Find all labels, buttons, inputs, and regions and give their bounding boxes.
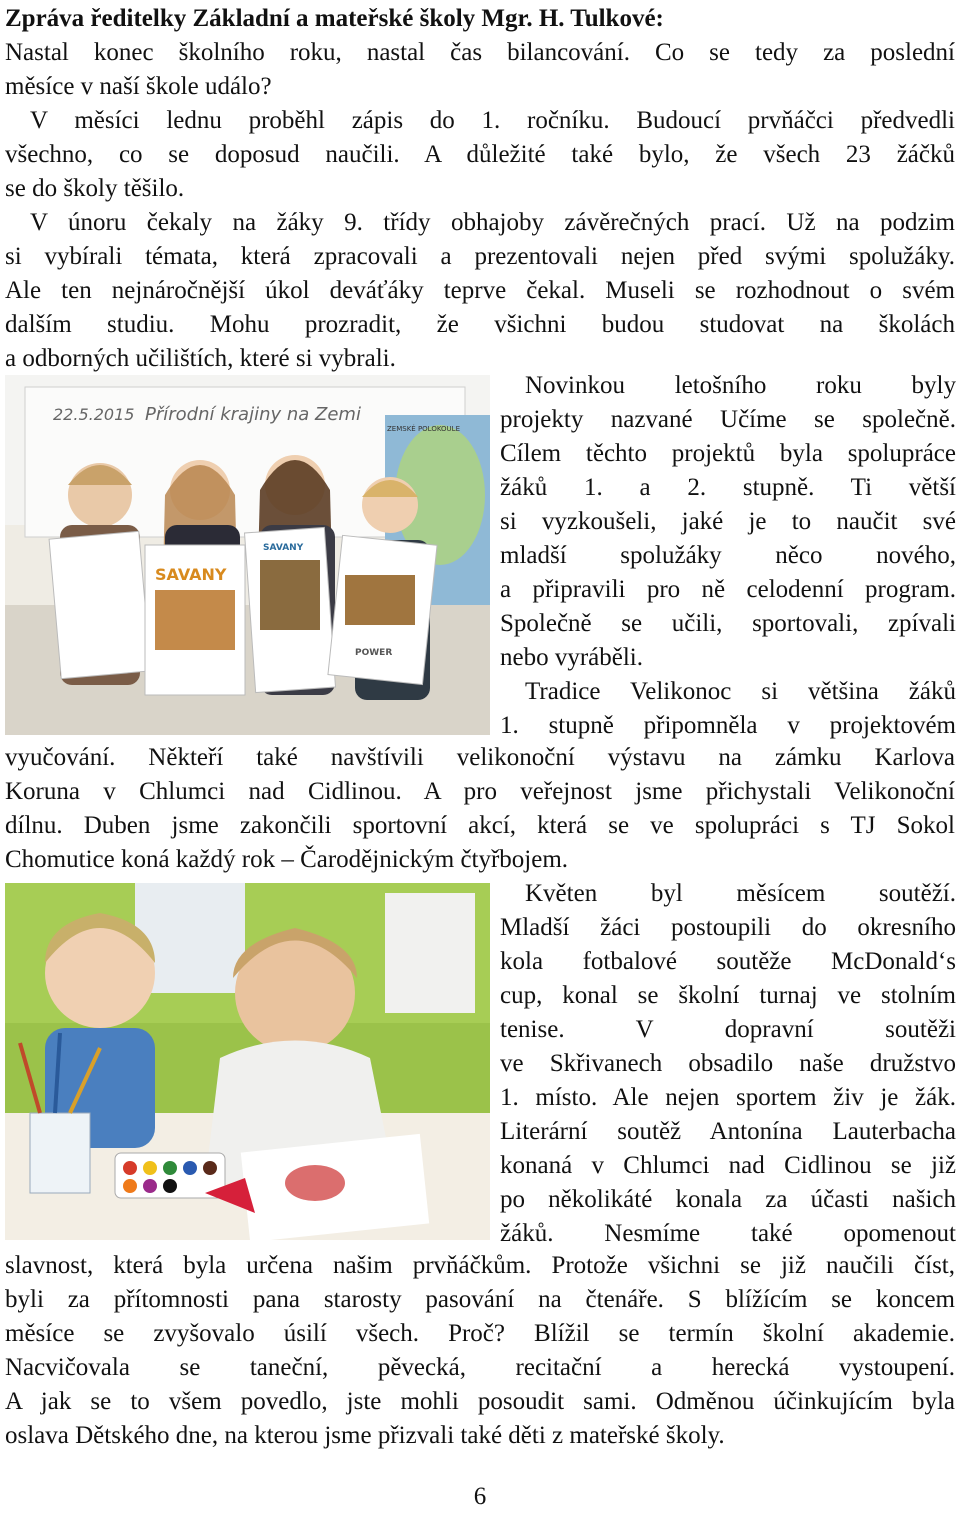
text-line: tenise. V dopravní soutěži: [500, 1016, 956, 1043]
text-line: Novinkou letošního roku byly: [500, 372, 956, 399]
middle-paragraph: [5, 741, 955, 877]
text-line: Ale ten nejnáročnější úkol deváťáky teprve čekal. Museli se rozhodnout o svém: [5, 277, 955, 304]
text-line: po několikáté konala za účasti našich: [500, 1186, 956, 1213]
poster-label-2: SAVANY: [263, 543, 304, 553]
text-line: Mladší žáci postoupili do okresního: [500, 914, 956, 941]
text-line: kola fotbalové soutěže McDonald‘s: [500, 948, 956, 975]
map-label: ZEMSKÉ POLOKOULE: [387, 425, 460, 433]
text-line: Cílem těchto projektů byla spolupráce: [500, 440, 956, 467]
text-line: 1. stupně připomněla v projektovém: [500, 712, 956, 739]
text-line: vyučování. Někteří také navštívili velikonoční výstavu na zámku Karlova: [5, 744, 955, 771]
text-line: Koruna v Chlumci nad Cidlinou. A pro veřejnost jsme přichystali Velikonoční: [5, 778, 955, 805]
text-line: všechno, co se doposud naučili. A důležité také bylo, že všech 23 žáčků: [5, 141, 955, 168]
text-line: Chomutice koná každý rok – Čarodějnickým čtyřbojem.: [5, 846, 569, 873]
text-line: žáků 1. a 2. stupně. Ti větší: [500, 474, 956, 501]
text-line: dalším studiu. Mohu prozradit, že všichni budou studovat na školách: [5, 311, 955, 338]
text-line: si vybírali témata, která zpracovali a prezentovali nejen před svými spolužáky.: [5, 243, 955, 270]
photo-child-painting: [5, 883, 490, 1240]
text-line: žáků. Nesmíme také opomenout: [500, 1220, 956, 1247]
text-line: slavnost, která byla určena našim prvňáčkům. Protože všichni se již naučili číst,: [5, 1252, 955, 1279]
text-line: si vyzkoušeli, jaké je to naučit své: [500, 508, 956, 535]
column-competitions: [500, 877, 956, 1251]
text-line: V měsíci lednu proběhl zápis do 1. ročníku. Budoucí prvňáčci předvedli: [5, 107, 955, 134]
text-line: dílnu. Duben jsme zakončili sportovní akcí, která se ve spolupráci s TJ Sokol: [5, 812, 955, 839]
intro-paragraph: [5, 36, 955, 376]
article-title: Zpráva ředitelky Základní a mateřské školy Mgr. H. Tulkové:: [5, 5, 664, 32]
poster-label-3: POWER: [355, 648, 393, 658]
column-projects: [500, 369, 956, 743]
text-line: Společně se učili, sportovali, zpívali: [500, 610, 956, 637]
text-line: se do školy těšilo.: [5, 175, 185, 202]
text-line: Nastal konec školního roku, nastal čas bilancování. Co se tedy za poslední: [5, 39, 955, 66]
board-title: Přírodní krajiny na Zemi: [145, 404, 361, 425]
text-line: V únoru čekaly na žáky 9. třídy obhajoby závěrečných prací. Už na podzim: [5, 209, 955, 236]
final-paragraph: [5, 1249, 955, 1453]
board-date: 22.5.2015: [53, 405, 135, 424]
text-line: Literární soutěž Antonína Lauterbacha: [500, 1118, 956, 1145]
text-line: A jak se to všem povedlo, jste mohli posoudit sami. Odměnou účinkujícím byla: [5, 1388, 955, 1415]
text-line: měsíce v naší škole událo?: [5, 73, 272, 100]
text-line: ve Skřivanech obsadilo naše družstvo: [500, 1050, 956, 1077]
photo-child-painting-image: [5, 883, 490, 1240]
text-line: oslava Dětského dne, na kterou jsme přizvali také děti z mateřské školy.: [5, 1422, 725, 1449]
text-line: 1. místo. Ale nejen sportem živ je žák.: [500, 1084, 956, 1111]
text-line: mladší spolužáky něco nového,: [500, 542, 956, 569]
text-line: měsíce se zvyšovalo úsilí všech. Proč? Blížil se termín školní akademie.: [5, 1320, 955, 1347]
text-line: nebo vyráběli.: [500, 644, 644, 671]
text-line: Tradice Velikonoc si většina žáků: [500, 678, 956, 705]
page-number: 6: [473, 1483, 487, 1510]
text-line: konaná v Chlumci nad Cidlinou se již: [500, 1152, 956, 1179]
poster-label-1: SAVANY: [155, 565, 227, 584]
photo-children-posters-image: [5, 375, 490, 735]
text-line: a připravili pro ně celodenní program.: [500, 576, 956, 603]
text-line: Květen byl měsícem soutěží.: [500, 880, 956, 907]
text-line: Nacvičovala se taneční, pěvecká, recitační a herecká vystoupení.: [5, 1354, 955, 1381]
text-line: byli za přítomnosti pana starosty pasování na čtenáře. S blížícím se koncem: [5, 1286, 955, 1313]
text-line: projekty nazvané Učíme se společně.: [500, 406, 956, 433]
text-line: cup, konal se školní turnaj ve stolním: [500, 982, 956, 1009]
text-line: a odborných učilištích, které si vybrali.: [5, 345, 396, 372]
photo-children-posters: [5, 375, 490, 735]
